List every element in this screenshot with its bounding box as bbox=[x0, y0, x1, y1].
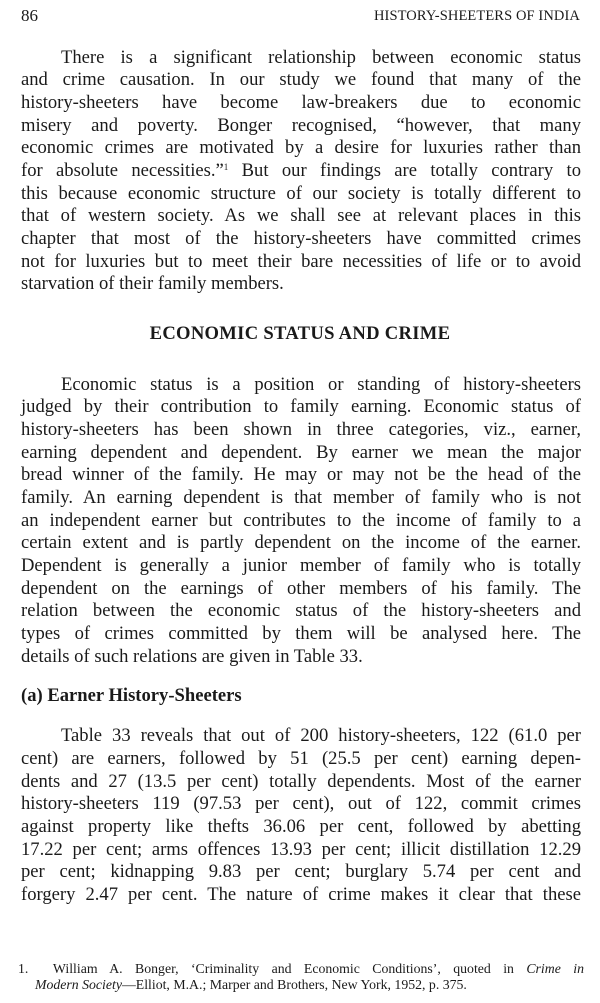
text-line: per cent; kidnapping 9.83 per cent; burglary 5.74 per cent and bbox=[21, 861, 581, 883]
footnote-title: Modern Society bbox=[35, 977, 122, 992]
text-line: an independent earner but contributes to the income of family to a bbox=[21, 509, 581, 531]
footnote-text: William A. Bonger, ‘Criminality and Economic Conditions’, quoted in bbox=[52, 961, 527, 976]
text-line: starvation of their family members. bbox=[21, 273, 284, 295]
text-line: earning dependent and dependent. By earner we mean the major bbox=[21, 441, 581, 463]
section-heading: ECONOMIC STATUS AND CRIME bbox=[149, 323, 451, 345]
text-line: details of such relations are given in Table 33. bbox=[21, 645, 363, 667]
text-line: bread winner of the family. He may or may not be the head of the bbox=[21, 464, 581, 486]
text-line: dependent on the earnings of other members of his family. The bbox=[21, 577, 581, 599]
text-line: cent) are earners, followed by 51 (25.5 per cent) earning depen- bbox=[21, 747, 581, 769]
text-line: forgery 2.47 per cent. The nature of crime makes it clear that these bbox=[21, 883, 581, 905]
footnote-text: —Elliot, M.A.; Marper and Brothers, New York, 1952, p. 375. bbox=[121, 977, 467, 992]
text-line: certain extent and is partly dependent on the income of the earner. bbox=[21, 532, 581, 554]
body-text bbox=[21, 47, 581, 907]
text-line: history-sheeters has been shown in three categories, viz., earner, bbox=[21, 418, 581, 440]
text-line: this because economic structure of our society is totally different to bbox=[21, 182, 581, 204]
text-line: dents and 27 (13.5 per cent) totally dependents. Most of the earner bbox=[21, 770, 581, 792]
text-line: relation between the economic status of the history-sheeters and bbox=[21, 600, 581, 622]
footnote-ref: 1 bbox=[223, 162, 229, 173]
text-line: against property like thefts 36.06 per cent, followed by abetting bbox=[21, 815, 581, 837]
paragraph-earner bbox=[21, 725, 581, 907]
text-line: chapter that most of the history-sheeters have committed crimes bbox=[21, 228, 581, 250]
text-line bbox=[21, 160, 581, 183]
text-line: that of western society. As we shall see at relevant places in this bbox=[21, 205, 581, 227]
running-title: HISTORY-SHEETERS OF INDIA bbox=[373, 8, 580, 24]
text-line: judged by their contribution to family earning. Economic status of bbox=[21, 396, 581, 418]
running-header bbox=[21, 6, 580, 26]
text-line: Table 33 reveals that out of 200 history-sheeters, 122 (61.0 per bbox=[61, 725, 581, 747]
text-line: history-sheeters 119 (97.53 per cent), out of 122, commit crimes bbox=[21, 793, 581, 815]
text-line: misery and poverty. Bonger recognised, “however, that many bbox=[21, 114, 581, 136]
text-line: not for luxuries but to meet their bare necessities of life or to avoid bbox=[21, 250, 581, 272]
footnote-line bbox=[18, 961, 584, 977]
footnote-number: 1. bbox=[18, 961, 29, 976]
text-line: There is a significant relationship between economic status bbox=[61, 46, 581, 68]
paragraph-economic-status bbox=[21, 374, 581, 669]
footnote-line bbox=[18, 977, 584, 993]
page-number: 86 bbox=[21, 6, 38, 25]
paragraph-intro bbox=[21, 47, 581, 297]
text-line: economic crimes are motivated by a desire for luxuries rather than bbox=[21, 137, 581, 159]
text-line: 17.22 per cent; arms offences 13.93 per cent; illicit distillation 12.29 bbox=[21, 838, 581, 860]
text-line: types of crimes committed by them will be analysed here. The bbox=[21, 623, 581, 645]
text-line: and crime causation. In our study we found that many of the bbox=[21, 69, 581, 91]
text-line: family. An earning dependent is that member of family who is not bbox=[21, 486, 581, 508]
text-line: Dependent is generally a junior member of family who is totally bbox=[21, 555, 581, 577]
footnote bbox=[18, 961, 584, 993]
text-span: But our findings are totally contrary to bbox=[228, 160, 581, 182]
text-line: history-sheeters have become law-breakers due to economic bbox=[21, 91, 581, 113]
subsection-heading: (a) Earner History-Sheeters bbox=[21, 685, 242, 707]
footnote-title: Crime in bbox=[526, 961, 584, 976]
text-span: for absolute necessities.” bbox=[21, 160, 224, 182]
text-line: Economic status is a position or standing of history-sheeters bbox=[61, 373, 581, 395]
